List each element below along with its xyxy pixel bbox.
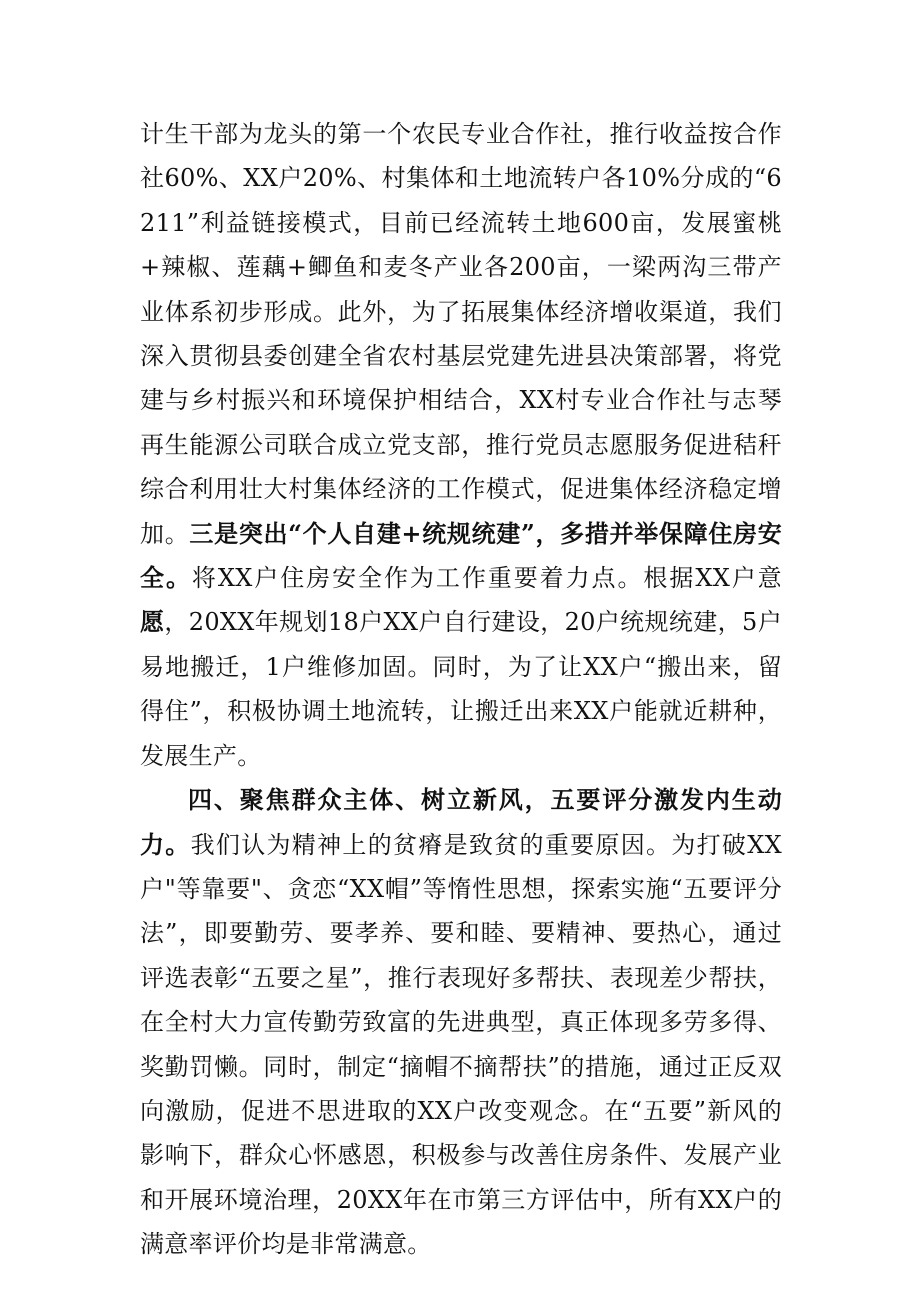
paragraph-text: 我们认为精神上的贫瘠是致贫的重要原因。为打破XX户"等靠要"、贪恋“XX帽”等惰性思想，探索实施“五要评分法”，即要勤劳、要孝养、要和睦、要精神、要热心，通过评选表彰“五要之星”，推行表现好多帮扶、表现差少帮扶，在全村大力宣传勤劳致富的先进典型，真正体现多劳多得、奖勤罚懒。同时，制定“摘帽不摘帮扶”的措施，通过正反双向激励，促进不思进取的XX户改变观念。在“五要”新风的影响下，群众心怀感恩，积极参与改善住房条件、发展产业和开展环境治理，20XX年在市第三方评估中，所有XX户的满意率评价均是非常满意。 — [140, 830, 782, 1259]
bold-character: 愿 — [140, 607, 165, 637]
section-heading-three: 三是突出“个人自建+统规统建”，多措并举保障住房安全。 — [140, 518, 782, 593]
paragraph-text: ，20XX年规划18户XX户自行建设，20户统规统建，5户易地搬迁，1户维修加固。同时，为了让XX户“搬出来，留得住”，积极协调土地流转，让搬迁出来XX户能就近耕种，发展生产。 — [140, 608, 782, 770]
document-page — [140, 112, 782, 1267]
paragraph-continuation — [140, 112, 782, 778]
paragraph-section-four — [140, 778, 782, 1266]
section-heading-four: 四、聚焦群众主体、树立新风，五要评分激发内生动力。 — [140, 785, 782, 859]
paragraph-text: 计生干部为龙头的第一个农民专业合作社，推行收益按合作社60%、XX户20%、村集体和土地流转户各10%分成的“6211”利益链接模式，目前已经流转土地600亩，发展蜜桃+辣椒、莲藕+鲫鱼和麦冬产业各200亩，一梁两沟三带产业体系初步形成。此外，为了拓展集体经济增收渠道，我们深入贯彻县委创建全省农村基层党建先进县决策部署，将党建与乡村振兴和环境保护相结合，XX村专业合作社与志琴再生能源公司联合成立党支部，推行党员志愿服务促进秸秆综合利用壮大村集体经济的工作模式，促进集体经济稳定增加。 — [140, 120, 782, 548]
paragraph-text: 将XX户住房安全作为工作重要着力点。根据XX户意 — [191, 564, 782, 593]
